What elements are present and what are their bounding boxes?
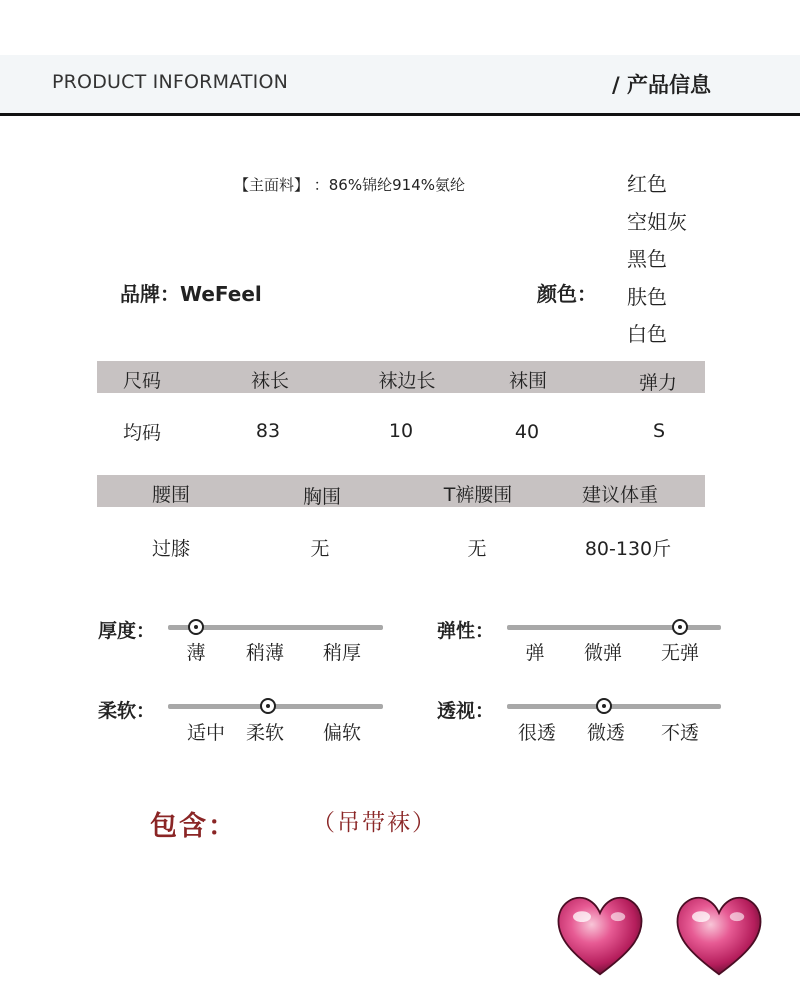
heart-icon xyxy=(674,893,764,979)
chest-value: 无 xyxy=(310,538,330,560)
header-title-cn: / 产品信息 xyxy=(612,73,711,97)
chest-header: 胸围 xyxy=(302,486,342,508)
color-option: 空姐灰 xyxy=(627,209,687,234)
elasticity-option: 无弹 xyxy=(660,642,700,664)
elasticity-label: 弹性： xyxy=(437,620,495,642)
brand-info: 品牌：WeFeel xyxy=(120,282,262,306)
color-option: 肤色 xyxy=(627,284,667,309)
waist-header: 腰围 xyxy=(151,484,191,506)
softness-option: 适中 xyxy=(186,722,226,744)
weight-header: 建议体重 xyxy=(581,484,659,506)
elasticity-value: S xyxy=(652,420,666,442)
sock-girth-value: 40 xyxy=(514,421,540,443)
thickness-option: 稍薄 xyxy=(245,642,285,664)
sock-girth-header: 袜围 xyxy=(508,370,548,392)
softness-option: 偏软 xyxy=(322,722,362,744)
size-header: 尺码 xyxy=(122,370,162,392)
elasticity-header: 弹力 xyxy=(638,372,678,394)
transparency-knob xyxy=(596,698,612,714)
softness-knob xyxy=(260,698,276,714)
header-bar xyxy=(0,55,800,116)
thickness-option: 薄 xyxy=(186,642,206,664)
elasticity-option: 弹 xyxy=(525,642,545,664)
sock-length-value: 83 xyxy=(255,420,281,442)
color-list xyxy=(627,166,687,354)
sock-edge-value: 10 xyxy=(388,420,414,442)
softness-option: 柔软 xyxy=(245,722,285,744)
color-option: 白色 xyxy=(627,322,667,346)
color-label: 颜色： xyxy=(537,282,597,306)
transparency-label: 透视： xyxy=(437,700,495,722)
thickness-knob xyxy=(188,619,204,635)
sock-edge-header: 袜边长 xyxy=(378,370,436,392)
elasticity-option: 微弹 xyxy=(583,642,623,664)
transparency-option: 微透 xyxy=(586,722,626,744)
transparency-option: 很透 xyxy=(517,722,557,744)
elasticity-track xyxy=(507,625,721,630)
material-info: 【主面料】 ：86%锦纶914%氨纶 xyxy=(234,176,465,194)
thickness-option: 稍厚 xyxy=(322,642,362,664)
color-option: 黑色 xyxy=(627,247,667,271)
transparency-option: 不透 xyxy=(660,722,700,744)
thickness-label: 厚度： xyxy=(98,620,156,642)
color-option: 红色 xyxy=(627,172,667,196)
weight-value: 80-130斤 xyxy=(584,538,672,560)
include-label: 包含： xyxy=(150,811,237,842)
sock-length-header: 袜长 xyxy=(250,370,290,392)
tpants-waist-value: 无 xyxy=(467,538,487,560)
elasticity-knob xyxy=(672,619,688,635)
transparency-track xyxy=(507,704,721,709)
waist-value: 过膝 xyxy=(151,538,191,560)
header-title-en: PRODUCT INFORMATION xyxy=(52,71,289,93)
tpants-waist-header: T裤腰围 xyxy=(443,484,513,506)
heart-icon xyxy=(555,893,645,979)
size-value: 均码 xyxy=(122,422,162,444)
include-value: （吊带袜） xyxy=(312,810,437,836)
softness-label: 柔软： xyxy=(98,700,156,722)
